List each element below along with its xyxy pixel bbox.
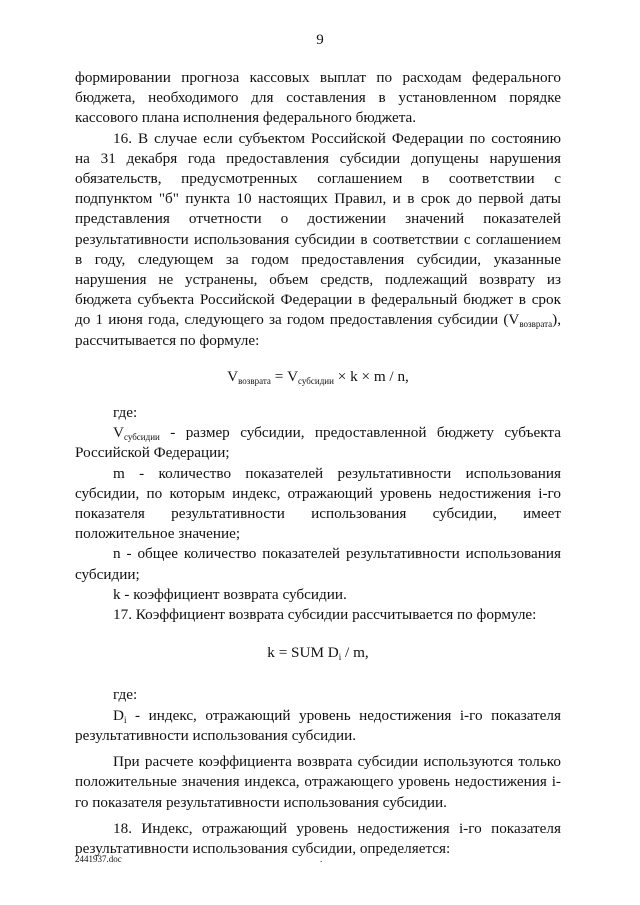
formula-k: k = SUM $D_i$ / m, [267, 644, 369, 663]
paragraph-continuation: формировании прогноза кассовых выплат по расходам федерального бюджета, необходимого для составления в установленном порядке кассового плана исполнения федерального бюджета. [75, 69, 561, 127]
document-body [75, 68, 561, 859]
page-number: 9 [316, 32, 324, 48]
definition-m: m - количество показателей результативности использования субсидии, по которым индекс, отражающий уровень недостижения i-го показателя результативности использования субсидии, имеет положительное значение; [75, 464, 561, 543]
where-label-1: где: [113, 404, 138, 422]
definition-v-subsidy: $V_{субсидии}$ - размер субсидии, предоставленной бюджету субъекта Российской Федерации; [75, 424, 561, 462]
definition-k: k - коэффициент возврата субсидии. [113, 585, 347, 603]
formula-v-return: $V_{возврата} = V_{субсидии} \times k \times m / n$, [227, 367, 409, 386]
footer-mark: . [320, 854, 323, 864]
paragraph-17: 17. Коэффициент возврата субсидии рассчитывается по формуле: [113, 606, 537, 624]
paragraph-16: 16. В случае если субъектом Российской Федерации по состоянию на 31 декабря года предоставления субсидии допущены нарушения обязательств, предусмотренных соглашением в соответствии с подпунктом "б" пункта 10 настоящих Правил, и в срок до первой даты представления отчетности о достижении значений показателей результативности использования субсидии в соответствии с соглашением в году, следующем за годом предоставления субсидии, указанные нарушения не устранены, объем средств, подлежащий возврату из бюджета субъекта Российской Федерации в федеральный бюджет в срок до 1 июня года, следующего за годом предоставления субсидии $(V_{возврата})$, рассчитывается по формуле: [75, 129, 561, 349]
definition-n: n - общее количество показателей результативности использования субсидии; [75, 545, 561, 583]
where-label-2: где: [113, 686, 138, 704]
footer-filename: 2441937.doc [75, 854, 122, 864]
definition-d: $D_i$ - индекс, отражающий уровень недостижения i-го показателя результативности использования субсидии. [75, 706, 561, 744]
paragraph-calculation-note: При расчете коэффициента возврата субсидии используются только положительные значения индекса, отражающего уровень недостижения i-го показателя результативности использования субсидии. [75, 753, 561, 811]
paragraph-18: 18. Индекс, отражающий уровень недостижения i-го показателя результативности использования субсидии, определяется: [75, 819, 561, 857]
